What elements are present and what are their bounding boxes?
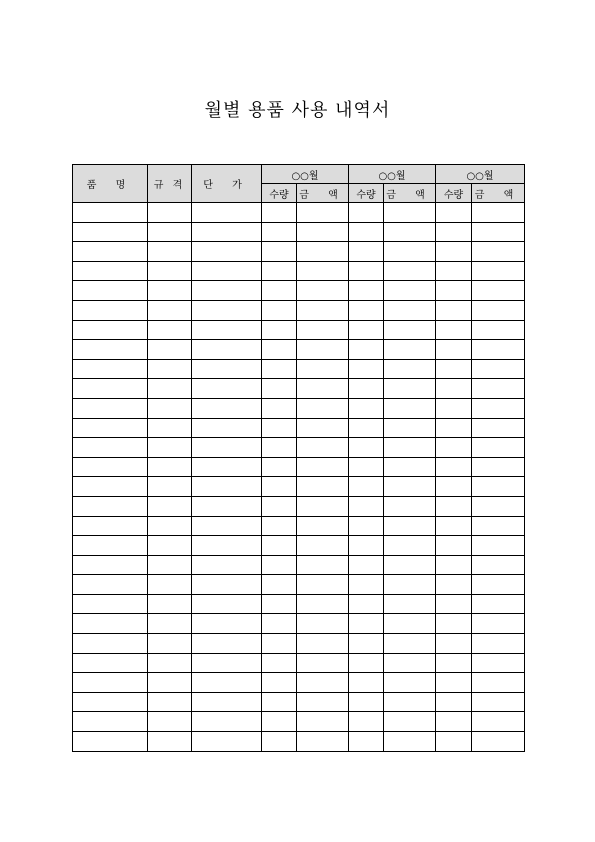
spec-cell[interactable] (148, 575, 192, 595)
price-cell[interactable] (192, 359, 262, 379)
price-cell[interactable] (192, 242, 262, 262)
m1-amount-cell[interactable] (297, 222, 349, 242)
price-cell[interactable] (192, 379, 262, 399)
spec-cell[interactable] (148, 536, 192, 556)
m3-amount-cell[interactable] (472, 398, 525, 418)
table-row (73, 477, 525, 497)
m2-amount-cell[interactable] (384, 536, 436, 556)
table-header-row (73, 165, 525, 184)
m1-qty-cell[interactable] (262, 536, 297, 556)
m2-amount-cell[interactable] (384, 477, 436, 497)
m3-amount-cell[interactable] (472, 614, 525, 634)
item-cell[interactable] (73, 398, 148, 418)
m1-qty-cell[interactable] (262, 242, 297, 262)
price-cell[interactable] (192, 692, 262, 712)
m3-qty-cell[interactable] (436, 379, 472, 399)
spec-cell[interactable] (148, 732, 192, 752)
m3-amount-cell[interactable] (472, 222, 525, 242)
table-row (73, 536, 525, 556)
m3-qty-cell[interactable] (436, 457, 472, 477)
spec-cell[interactable] (148, 281, 192, 301)
price-cell[interactable] (192, 438, 262, 458)
spec-cell[interactable] (148, 614, 192, 634)
m3-amount-cell[interactable] (472, 438, 525, 458)
item-cell[interactable] (73, 496, 148, 516)
table-row (73, 634, 525, 654)
item-cell[interactable] (73, 477, 148, 497)
item-cell[interactable] (73, 242, 148, 262)
table-row (73, 359, 525, 379)
m3-amount-cell[interactable] (472, 418, 525, 438)
header-month-2-amount: 금 액 (384, 184, 436, 203)
m2-amount-cell[interactable] (384, 732, 436, 752)
m2-amount-cell[interactable] (384, 692, 436, 712)
m3-qty-cell[interactable] (436, 673, 472, 693)
m2-qty-cell[interactable] (349, 536, 384, 556)
m2-amount-cell[interactable] (384, 359, 436, 379)
price-cell[interactable] (192, 673, 262, 693)
table-row (73, 732, 525, 752)
usage-table (72, 164, 525, 752)
table-row (73, 222, 525, 242)
m1-amount-cell[interactable] (297, 438, 349, 458)
m2-amount-cell[interactable] (384, 320, 436, 340)
m1-qty-cell[interactable] (262, 516, 297, 536)
item-cell[interactable] (73, 359, 148, 379)
m1-qty-cell[interactable] (262, 222, 297, 242)
m2-amount-cell[interactable] (384, 379, 436, 399)
m2-qty-cell[interactable] (349, 359, 384, 379)
item-cell[interactable] (73, 300, 148, 320)
m3-amount-cell[interactable] (472, 692, 525, 712)
m3-amount-cell[interactable] (472, 634, 525, 654)
m1-qty-cell[interactable] (262, 457, 297, 477)
m3-amount-cell[interactable] (472, 203, 525, 223)
m1-qty-cell[interactable] (262, 418, 297, 438)
m1-amount-cell[interactable] (297, 653, 349, 673)
m2-amount-cell[interactable] (384, 575, 436, 595)
m2-qty-cell[interactable] (349, 614, 384, 634)
m2-qty-cell[interactable] (349, 438, 384, 458)
spec-cell[interactable] (148, 496, 192, 516)
item-cell[interactable] (73, 732, 148, 752)
header-month-3-qty: 수량 (436, 184, 472, 203)
m3-qty-cell[interactable] (436, 732, 472, 752)
table-row (73, 438, 525, 458)
m1-amount-cell[interactable] (297, 320, 349, 340)
item-cell[interactable] (73, 340, 148, 360)
m2-amount-cell[interactable] (384, 203, 436, 223)
m1-qty-cell[interactable] (262, 300, 297, 320)
spec-cell[interactable] (148, 320, 192, 340)
m2-qty-cell[interactable] (349, 398, 384, 418)
header-month-3-amount: 금 액 (472, 184, 525, 203)
spec-cell[interactable] (148, 457, 192, 477)
item-cell[interactable] (73, 261, 148, 281)
item-cell[interactable] (73, 594, 148, 614)
m1-qty-cell[interactable] (262, 379, 297, 399)
m1-amount-cell[interactable] (297, 457, 349, 477)
price-cell[interactable] (192, 203, 262, 223)
m2-qty-cell[interactable] (349, 712, 384, 732)
m2-qty-cell[interactable] (349, 575, 384, 595)
item-cell[interactable] (73, 653, 148, 673)
document-title: 월별 용품 사용 내역서 (204, 100, 391, 121)
spec-cell[interactable] (148, 438, 192, 458)
item-cell[interactable] (73, 692, 148, 712)
m1-amount-cell[interactable] (297, 673, 349, 693)
m3-qty-cell[interactable] (436, 712, 472, 732)
m1-amount-cell[interactable] (297, 477, 349, 497)
m3-amount-cell[interactable] (472, 496, 525, 516)
table-row (73, 261, 525, 281)
m1-qty-cell[interactable] (262, 398, 297, 418)
spec-cell[interactable] (148, 359, 192, 379)
spec-cell[interactable] (148, 398, 192, 418)
m2-amount-cell[interactable] (384, 281, 436, 301)
m1-amount-cell[interactable] (297, 261, 349, 281)
m2-amount-cell[interactable] (384, 516, 436, 536)
m1-amount-cell[interactable] (297, 712, 349, 732)
header-month-3: ○○월 (436, 165, 525, 184)
m3-qty-cell[interactable] (436, 281, 472, 301)
price-cell[interactable] (192, 281, 262, 301)
price-cell[interactable] (192, 555, 262, 575)
item-cell[interactable] (73, 536, 148, 556)
spec-cell[interactable] (148, 300, 192, 320)
m1-amount-cell[interactable] (297, 692, 349, 712)
m2-qty-cell[interactable] (349, 516, 384, 536)
m3-qty-cell[interactable] (436, 418, 472, 438)
m1-amount-cell[interactable] (297, 203, 349, 223)
item-cell[interactable] (73, 438, 148, 458)
m2-amount-cell[interactable] (384, 340, 436, 360)
m3-qty-cell[interactable] (436, 477, 472, 497)
price-cell[interactable] (192, 222, 262, 242)
m3-amount-cell[interactable] (472, 300, 525, 320)
m1-amount-cell[interactable] (297, 359, 349, 379)
table-row (73, 300, 525, 320)
m2-qty-cell[interactable] (349, 732, 384, 752)
m2-amount-cell[interactable] (384, 555, 436, 575)
m3-qty-cell[interactable] (436, 340, 472, 360)
header-item-name: 품 명 (73, 165, 148, 203)
table-row (73, 594, 525, 614)
m1-qty-cell[interactable] (262, 732, 297, 752)
m3-amount-cell[interactable] (472, 732, 525, 752)
item-cell[interactable] (73, 614, 148, 634)
price-cell[interactable] (192, 712, 262, 732)
spec-cell[interactable] (148, 516, 192, 536)
header-month-2-qty: 수량 (349, 184, 384, 203)
m1-amount-cell[interactable] (297, 300, 349, 320)
m3-qty-cell[interactable] (436, 438, 472, 458)
table-row (73, 457, 525, 477)
m3-qty-cell[interactable] (436, 398, 472, 418)
m1-qty-cell[interactable] (262, 594, 297, 614)
table-row (73, 692, 525, 712)
m3-qty-cell[interactable] (436, 516, 472, 536)
m2-qty-cell[interactable] (349, 320, 384, 340)
m2-amount-cell[interactable] (384, 398, 436, 418)
m2-qty-cell[interactable] (349, 222, 384, 242)
m2-amount-cell[interactable] (384, 457, 436, 477)
m3-qty-cell[interactable] (436, 634, 472, 654)
m3-qty-cell[interactable] (436, 555, 472, 575)
m2-qty-cell[interactable] (349, 496, 384, 516)
m2-qty-cell[interactable] (349, 261, 384, 281)
table-body (73, 203, 525, 752)
m1-qty-cell[interactable] (262, 203, 297, 223)
m3-qty-cell[interactable] (436, 536, 472, 556)
m3-qty-cell[interactable] (436, 653, 472, 673)
price-cell[interactable] (192, 418, 262, 438)
header-month-1: ○○월 (262, 165, 349, 184)
m2-qty-cell[interactable] (349, 555, 384, 575)
m1-amount-cell[interactable] (297, 575, 349, 595)
item-cell[interactable] (73, 379, 148, 399)
m1-amount-cell[interactable] (297, 242, 349, 262)
m3-amount-cell[interactable] (472, 359, 525, 379)
m2-qty-cell[interactable] (349, 477, 384, 497)
m2-amount-cell[interactable] (384, 496, 436, 516)
m3-amount-cell[interactable] (472, 320, 525, 340)
m1-qty-cell[interactable] (262, 496, 297, 516)
price-cell[interactable] (192, 575, 262, 595)
m1-qty-cell[interactable] (262, 477, 297, 497)
m3-amount-cell[interactable] (472, 340, 525, 360)
m1-amount-cell[interactable] (297, 340, 349, 360)
m2-amount-cell[interactable] (384, 300, 436, 320)
m2-qty-cell[interactable] (349, 340, 384, 360)
m1-qty-cell[interactable] (262, 281, 297, 301)
m2-qty-cell[interactable] (349, 379, 384, 399)
price-cell[interactable] (192, 340, 262, 360)
m3-amount-cell[interactable] (472, 516, 525, 536)
m2-qty-cell[interactable] (349, 653, 384, 673)
spec-cell[interactable] (148, 222, 192, 242)
m1-qty-cell[interactable] (262, 712, 297, 732)
m2-qty-cell[interactable] (349, 692, 384, 712)
m3-qty-cell[interactable] (436, 692, 472, 712)
item-cell[interactable] (73, 673, 148, 693)
price-cell[interactable] (192, 398, 262, 418)
price-cell[interactable] (192, 732, 262, 752)
price-cell[interactable] (192, 457, 262, 477)
header-month-1-qty: 수량 (262, 184, 297, 203)
table-row (73, 398, 525, 418)
m3-qty-cell[interactable] (436, 594, 472, 614)
spec-cell[interactable] (148, 653, 192, 673)
m3-qty-cell[interactable] (436, 203, 472, 223)
table-row (73, 340, 525, 360)
m2-qty-cell[interactable] (349, 300, 384, 320)
item-cell[interactable] (73, 222, 148, 242)
m3-qty-cell[interactable] (436, 496, 472, 516)
header-month-1-amount: 금 액 (297, 184, 349, 203)
item-cell[interactable] (73, 634, 148, 654)
m3-amount-cell[interactable] (472, 555, 525, 575)
m2-amount-cell[interactable] (384, 222, 436, 242)
table-row (73, 418, 525, 438)
m2-amount-cell[interactable] (384, 438, 436, 458)
m2-qty-cell[interactable] (349, 281, 384, 301)
m1-amount-cell[interactable] (297, 634, 349, 654)
m2-amount-cell[interactable] (384, 242, 436, 262)
spec-cell[interactable] (148, 673, 192, 693)
m1-qty-cell[interactable] (262, 340, 297, 360)
spec-cell[interactable] (148, 379, 192, 399)
price-cell[interactable] (192, 634, 262, 654)
m1-amount-cell[interactable] (297, 614, 349, 634)
header-month-2: ○○월 (349, 165, 436, 184)
table-row (73, 516, 525, 536)
m1-qty-cell[interactable] (262, 555, 297, 575)
m2-amount-cell[interactable] (384, 634, 436, 654)
m2-qty-cell[interactable] (349, 594, 384, 614)
price-cell[interactable] (192, 300, 262, 320)
price-cell[interactable] (192, 320, 262, 340)
m1-amount-cell[interactable] (297, 496, 349, 516)
m3-amount-cell[interactable] (472, 536, 525, 556)
spec-cell[interactable] (148, 634, 192, 654)
m1-qty-cell[interactable] (262, 673, 297, 693)
m3-qty-cell[interactable] (436, 320, 472, 340)
table-row (73, 379, 525, 399)
spec-cell[interactable] (148, 203, 192, 223)
table-row (73, 555, 525, 575)
price-cell[interactable] (192, 653, 262, 673)
m1-qty-cell[interactable] (262, 261, 297, 281)
m1-qty-cell[interactable] (262, 614, 297, 634)
m3-qty-cell[interactable] (436, 222, 472, 242)
m1-amount-cell[interactable] (297, 732, 349, 752)
table-row (73, 203, 525, 223)
m3-amount-cell[interactable] (472, 575, 525, 595)
m2-qty-cell[interactable] (349, 673, 384, 693)
item-cell[interactable] (73, 516, 148, 536)
m3-amount-cell[interactable] (472, 457, 525, 477)
m2-amount-cell[interactable] (384, 673, 436, 693)
item-cell[interactable] (73, 712, 148, 732)
m2-amount-cell[interactable] (384, 653, 436, 673)
m1-amount-cell[interactable] (297, 398, 349, 418)
price-cell[interactable] (192, 477, 262, 497)
spec-cell[interactable] (148, 242, 192, 262)
m1-amount-cell[interactable] (297, 379, 349, 399)
header-unit-price: 단 가 (192, 165, 262, 203)
spec-cell[interactable] (148, 712, 192, 732)
spec-cell[interactable] (148, 692, 192, 712)
table-row (73, 496, 525, 516)
m2-amount-cell[interactable] (384, 712, 436, 732)
m1-qty-cell[interactable] (262, 692, 297, 712)
price-cell[interactable] (192, 516, 262, 536)
m1-amount-cell[interactable] (297, 281, 349, 301)
item-cell[interactable] (73, 281, 148, 301)
spec-cell[interactable] (148, 477, 192, 497)
m1-qty-cell[interactable] (262, 320, 297, 340)
price-cell[interactable] (192, 261, 262, 281)
m1-amount-cell[interactable] (297, 594, 349, 614)
table-row (73, 673, 525, 693)
m2-qty-cell[interactable] (349, 242, 384, 262)
m3-qty-cell[interactable] (436, 575, 472, 595)
m1-amount-cell[interactable] (297, 516, 349, 536)
m3-amount-cell[interactable] (472, 477, 525, 497)
m2-qty-cell[interactable] (349, 457, 384, 477)
m1-amount-cell[interactable] (297, 418, 349, 438)
m3-qty-cell[interactable] (436, 614, 472, 634)
m3-qty-cell[interactable] (436, 359, 472, 379)
item-cell[interactable] (73, 320, 148, 340)
table-row (73, 575, 525, 595)
spec-cell[interactable] (148, 555, 192, 575)
spec-cell[interactable] (148, 340, 192, 360)
m2-qty-cell[interactable] (349, 418, 384, 438)
table-row (73, 320, 525, 340)
m3-qty-cell[interactable] (436, 242, 472, 262)
spec-cell[interactable] (148, 594, 192, 614)
m1-qty-cell[interactable] (262, 634, 297, 654)
table-row (73, 242, 525, 262)
item-cell[interactable] (73, 575, 148, 595)
item-cell[interactable] (73, 203, 148, 223)
m2-amount-cell[interactable] (384, 614, 436, 634)
m2-amount-cell[interactable] (384, 261, 436, 281)
m1-qty-cell[interactable] (262, 438, 297, 458)
m2-qty-cell[interactable] (349, 203, 384, 223)
m1-qty-cell[interactable] (262, 653, 297, 673)
price-cell[interactable] (192, 614, 262, 634)
table-row (73, 653, 525, 673)
price-cell[interactable] (192, 496, 262, 516)
m2-amount-cell[interactable] (384, 418, 436, 438)
m3-amount-cell[interactable] (472, 653, 525, 673)
m2-qty-cell[interactable] (349, 634, 384, 654)
table-row (73, 712, 525, 732)
m3-amount-cell[interactable] (472, 712, 525, 732)
price-cell[interactable] (192, 594, 262, 614)
m3-amount-cell[interactable] (472, 281, 525, 301)
price-cell[interactable] (192, 536, 262, 556)
table-row (73, 281, 525, 301)
spec-cell[interactable] (148, 261, 192, 281)
m3-amount-cell[interactable] (472, 594, 525, 614)
header-spec: 규 격 (148, 165, 192, 203)
m1-amount-cell[interactable] (297, 536, 349, 556)
m3-amount-cell[interactable] (472, 379, 525, 399)
m1-amount-cell[interactable] (297, 555, 349, 575)
m3-amount-cell[interactable] (472, 242, 525, 262)
item-cell[interactable] (73, 555, 148, 575)
m3-amount-cell[interactable] (472, 673, 525, 693)
m1-qty-cell[interactable] (262, 575, 297, 595)
m1-qty-cell[interactable] (262, 359, 297, 379)
spec-cell[interactable] (148, 418, 192, 438)
m3-amount-cell[interactable] (472, 261, 525, 281)
item-cell[interactable] (73, 418, 148, 438)
m2-amount-cell[interactable] (384, 594, 436, 614)
table-row (73, 614, 525, 634)
m3-qty-cell[interactable] (436, 300, 472, 320)
m3-qty-cell[interactable] (436, 261, 472, 281)
item-cell[interactable] (73, 457, 148, 477)
